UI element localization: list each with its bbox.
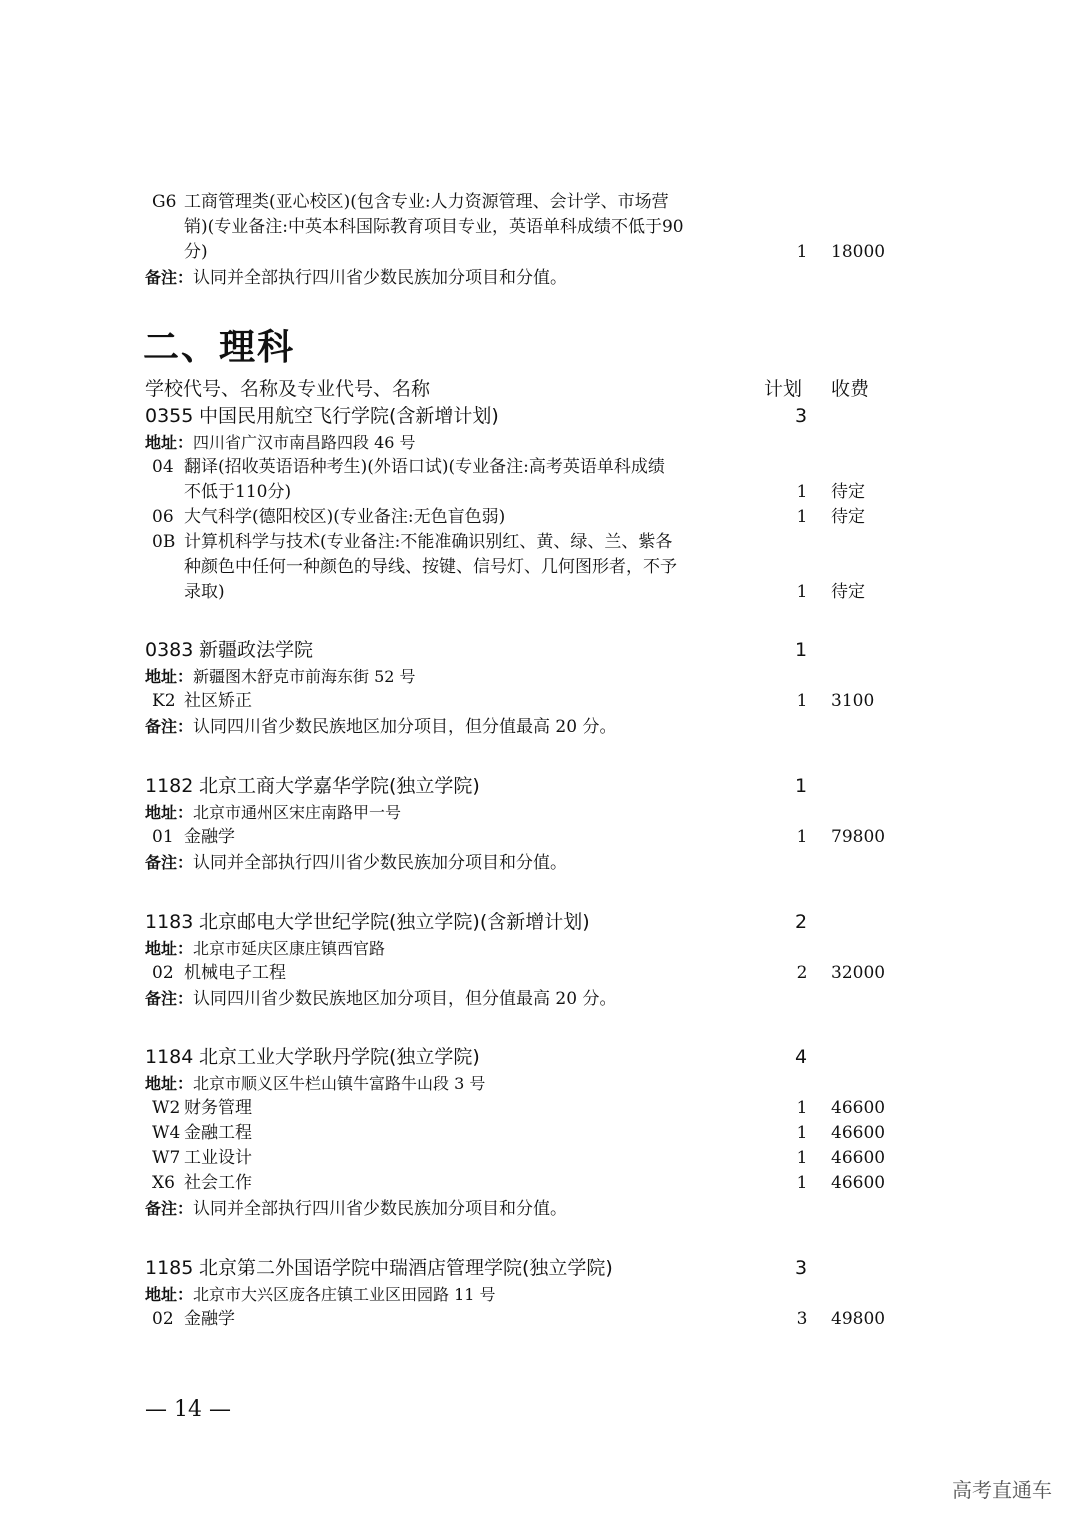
program-code: 01 [152,827,174,847]
program-name: 金融学 [184,827,235,847]
program-row [0,215,1080,240]
program-name-line: 分) [184,242,208,262]
address-line [0,936,1080,961]
program-fee: 46600 [831,1123,886,1143]
school-name: 北京工业大学耿丹学院(独立学院) [199,1046,480,1068]
address-text: 四川省广汉市南昌路四段 46 号 [193,433,416,452]
top-program-block [0,190,1080,290]
program-fee: 待定 [831,507,865,527]
program-code: 0B [152,532,176,552]
program-fee: 18000 [831,242,886,262]
program-code: W4 [152,1123,181,1143]
program-plan: 1 [796,1123,808,1143]
school-plan: 3 [794,405,808,427]
school-code: 0355 [145,405,194,427]
school-row [0,772,1080,800]
program-code: G6 [152,192,177,212]
program-name: 社会工作 [184,1173,252,1193]
note-line [0,986,1080,1011]
program-plan: 1 [796,691,808,711]
school-block-1183 [0,908,1080,1011]
note-text: 认同并全部执行四川省少数民族加分项目和分值。 [193,853,568,873]
program-row [0,580,1080,605]
address-label: 地址： [145,1074,194,1093]
school-plan: 3 [794,1257,808,1279]
note-line [0,1196,1080,1221]
program-fee: 79800 [831,827,886,847]
program-name: 金融学 [184,1309,235,1329]
address-line [0,430,1080,455]
program-name-line: 工商管理类(亚心校区)(包含专业:人力资源管理、会计学、市场营 [184,192,669,212]
program-row [0,689,1080,714]
school-name: 北京邮电大学世纪学院(独立学院)(含新增计划) [199,911,590,933]
program-fee: 46600 [831,1173,886,1193]
program-code: 06 [152,507,174,527]
program-row [0,555,1080,580]
school-row [0,908,1080,936]
program-name: 金融工程 [184,1123,252,1143]
school-name: 北京第二外国语学院中瑞酒店管理学院(独立学院) [199,1257,613,1279]
address-line [0,1282,1080,1307]
address-label: 地址： [145,803,194,822]
program-row [0,961,1080,986]
program-name-line: 大气科学(德阳校区)(专业备注:无色盲色弱) [184,507,506,527]
school-code: 1185 [145,1257,194,1279]
address-text: 北京市大兴区庞各庄镇工业区田园路 11 号 [193,1285,496,1304]
program-row [0,1146,1080,1171]
program-row [0,455,1080,480]
address-line [0,664,1080,689]
program-row [0,1307,1080,1332]
program-plan: 1 [796,1098,808,1118]
program-code: 02 [152,1309,174,1329]
program-plan: 1 [796,507,808,527]
address-text: 新疆图木舒克市前海东街 52 号 [193,667,416,686]
program-plan: 1 [796,1148,808,1168]
program-fee: 32000 [831,963,886,983]
program-row [0,480,1080,505]
column-plan: 计划 [764,378,803,400]
school-block-1184 [0,1043,1080,1221]
address-label: 地址： [145,667,194,686]
note-text: 认同四川省少数民族地区加分项目，但分值最高 20 分。 [193,717,617,737]
address-label: 地址： [145,433,194,452]
address-text: 北京市顺义区牛栏山镇牛富路牛山段 3 号 [193,1074,486,1093]
program-code: K2 [152,691,176,711]
column-header [0,374,1080,404]
school-plan: 1 [794,639,808,661]
program-fee: 49800 [831,1309,886,1329]
note-label: 备注： [145,1199,194,1218]
program-fee: 46600 [831,1098,886,1118]
school-row [0,1254,1080,1282]
program-name-line: 翻译(招收英语语种考生)(外语口试)(专业备注:高考英语单科成绩 [184,457,665,477]
program-row [0,530,1080,555]
school-name: 中国民用航空飞行学院(含新增计划) [199,405,499,427]
program-fee: 待定 [831,482,865,502]
program-plan: 3 [796,1309,808,1329]
school-row [0,1043,1080,1071]
program-plan: 1 [796,242,808,262]
program-plan: 1 [796,1173,808,1193]
section-title: 二、理科 [143,327,296,368]
address-line [0,1071,1080,1096]
note-label: 备注： [145,717,194,736]
program-row [0,825,1080,850]
column-fee: 收费 [831,378,870,400]
program-row [0,1096,1080,1121]
program-name-line: 销)(专业备注:中英本科国际教育项目专业，英语单科成绩不低于90 [184,217,684,237]
program-row [0,240,1080,265]
program-name: 财务管理 [184,1098,252,1118]
note-text: 认同并全部执行四川省少数民族加分项目和分值。 [193,1199,568,1219]
school-block-0383 [0,636,1080,739]
program-plan: 1 [796,482,808,502]
address-label: 地址： [145,1285,194,1304]
program-code: 02 [152,963,174,983]
program-row [0,1121,1080,1146]
school-name: 新疆政法学院 [199,639,314,661]
program-code: W7 [152,1148,181,1168]
address-text: 北京市通州区宋庄南路甲一号 [193,803,402,822]
note-text: 认同并全部执行四川省少数民族加分项目和分值。 [193,268,568,288]
school-block-0355 [0,402,1080,605]
school-row [0,402,1080,430]
program-fee: 3100 [831,691,875,711]
school-code: 1184 [145,1046,194,1068]
school-name: 北京工商大学嘉华学院(独立学院) [199,775,480,797]
note-line [0,265,1080,290]
program-code: X6 [152,1173,175,1193]
program-row [0,1171,1080,1196]
program-code: 04 [152,457,174,477]
school-row [0,636,1080,664]
program-name-line: 种颜色中任何一种颜色的导线、按键、信号灯、几何图形者，不予 [184,557,677,577]
school-block-1185 [0,1254,1080,1332]
school-plan: 1 [794,775,808,797]
program-row [0,505,1080,530]
program-name: 社区矫正 [184,691,252,711]
program-plan: 2 [796,963,808,983]
program-code: W2 [152,1098,181,1118]
program-name-line: 不低于110分) [184,482,292,502]
page-number: — 14 — [145,1397,231,1422]
address-label: 地址： [145,939,194,958]
program-fee: 46600 [831,1148,886,1168]
school-block-1182 [0,772,1080,875]
program-fee: 待定 [831,582,865,602]
school-code: 0383 [145,639,194,661]
note-line [0,850,1080,875]
school-plan: 4 [794,1046,808,1068]
school-code: 1182 [145,775,194,797]
program-plan: 1 [796,582,808,602]
note-label: 备注： [145,268,194,287]
program-name: 工业设计 [184,1148,252,1168]
program-plan: 1 [796,827,808,847]
note-text: 认同四川省少数民族地区加分项目，但分值最高 20 分。 [193,989,617,1009]
program-name: 机械电子工程 [184,963,286,983]
program-name-line: 计算机科学与技术(专业备注:不能准确识别红、黄、绿、兰、紫各 [184,532,673,552]
note-label: 备注： [145,853,194,872]
column-school: 学校代号、名称及专业代号、名称 [145,378,431,400]
address-line [0,800,1080,825]
watermark: 高考直通车 [952,1478,1052,1502]
note-line [0,714,1080,739]
school-plan: 2 [794,911,808,933]
note-label: 备注： [145,989,194,1008]
program-name-line: 录取) [184,582,225,602]
program-row [0,190,1080,215]
school-code: 1183 [145,911,194,933]
address-text: 北京市延庆区康庄镇西官路 [193,939,386,958]
